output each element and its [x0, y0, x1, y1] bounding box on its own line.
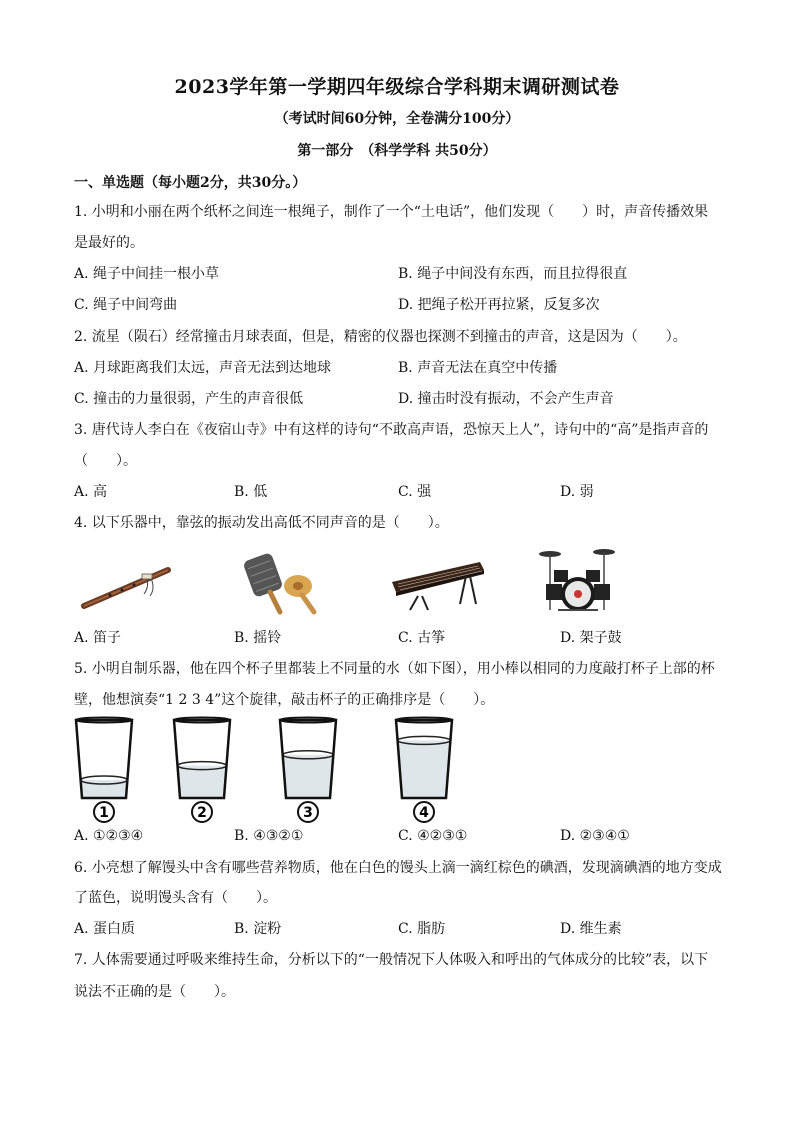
cup-number-label: 1: [99, 805, 109, 821]
cup-water: [178, 766, 227, 798]
q4-option-b: B. 摇铃: [234, 630, 282, 646]
q1-option-d: D. 把绳子松开再拉紧，反复多次: [398, 297, 600, 313]
q5-option-b: B. ④③②①: [234, 828, 304, 844]
cup-1: [76, 718, 132, 823]
cup-3: [280, 718, 336, 823]
cup-water: [398, 740, 451, 798]
q6-option-a: A. 蛋白质: [74, 921, 136, 937]
q2-option-b: B. 声音无法在真空中传播: [398, 360, 558, 376]
cup-2: [174, 718, 230, 823]
question-1-text-cont: 是最好的。: [74, 235, 144, 251]
question-2-text: 2. 流星（陨石）经常撞击月球表面，但是，精密的仪器也探测不到撞击的声音，这是因为（ ）。: [74, 329, 687, 345]
question-3-text: 3. 唐代诗人李白在《夜宿山寺》中有这样的诗句“不敢高声语，恐惊天上人”，诗句中的“高”是指声音的: [74, 422, 709, 438]
q4-option-a: A. 笛子: [74, 630, 122, 646]
q4-option-c: C. 古筝: [398, 630, 446, 646]
exam-info: （考试时间60分钟，全卷满分100分）: [274, 111, 520, 127]
q3-option-a: A. 高: [74, 484, 108, 500]
cup-number-label: 3: [303, 805, 313, 821]
cup-4: [396, 718, 452, 823]
cup-number-label: 4: [419, 805, 429, 821]
q6-option-b: B. 淀粉: [234, 921, 282, 937]
cup-number-label: 2: [197, 805, 207, 821]
q5-option-d: D. ②③④①: [560, 828, 630, 844]
page-title: 2023学年第一学期四年级综合学科期末调研测试卷: [174, 76, 620, 98]
q3-option-d: D. 弱: [560, 484, 594, 500]
question-3-text-cont: （ ）。: [74, 453, 137, 469]
question-5-text: 5. 小明自制乐器，他在四个杯子里都装上不同量的水（如下图），用小棒以相同的力度敲打杯子上部的杯: [74, 661, 715, 677]
q5-option-c: C. ④②③①: [398, 828, 468, 844]
question-4-text: 4. 以下乐器中，靠弦的振动发出高低不同声音的是（ ）。: [74, 515, 449, 531]
flute-image: [80, 562, 172, 612]
rattle-image: [240, 548, 330, 618]
cup-water: [283, 755, 334, 798]
q1-option-c: C. 绳子中间弯曲: [74, 297, 178, 313]
question-6-text-cont: 了蓝色，说明馒头含有（ ）。: [74, 890, 277, 906]
q1-option-b: B. 绳子中间没有东西，而且拉得很直: [398, 266, 628, 282]
q1-option-a: A. 绳子中间挂一根小草: [74, 266, 220, 282]
q3-option-b: B. 低: [234, 484, 268, 500]
q5-option-a: A. ①②③④: [74, 828, 144, 844]
part-heading: 第一部分 （科学学科 共50分）: [297, 143, 497, 159]
question-5-text-cont: 壁，他想演奏“1 2 3 4”这个旋律，敲击杯子的正确排序是（ ）。: [74, 692, 495, 708]
q6-option-d: D. 维生素: [560, 921, 622, 937]
q3-option-c: C. 强: [398, 484, 432, 500]
water-cups-figure: [70, 716, 470, 824]
q6-option-c: C. 脂肪: [398, 921, 446, 937]
question-1-text: 1. 小明和小丽在两个纸杯之间连一根绳子，制作了一个“土电话”，他们发现（ ）时，声音传播效果: [74, 204, 709, 220]
drum-kit-image: [538, 544, 618, 616]
q2-option-c: C. 撞击的力量很弱，产生的声音很低: [74, 391, 304, 407]
q4-option-d: D. 架子鼓: [560, 630, 622, 646]
q2-option-d: D. 撞击时没有振动，不会产生声音: [398, 391, 614, 407]
question-6-text: 6. 小亮想了解馒头中含有哪些营养物质，他在白色的馒头上滴一滴红棕色的碘酒，发现滴碘酒的地方变成: [74, 860, 722, 876]
question-7-text: 7. 人体需要通过呼吸来维持生命，分析以下的“一般情况下人体吸入和呼出的气体成分的比较”表，以下: [74, 952, 709, 968]
q2-option-a: A. 月球距离我们太远，声音无法到达地球: [74, 360, 332, 376]
guzheng-image: [388, 556, 488, 614]
section-heading: 一、单选题（每小题2分，共30分。）: [74, 175, 307, 191]
question-7-text-cont: 说法不正确的是（ ）。: [74, 984, 235, 1000]
